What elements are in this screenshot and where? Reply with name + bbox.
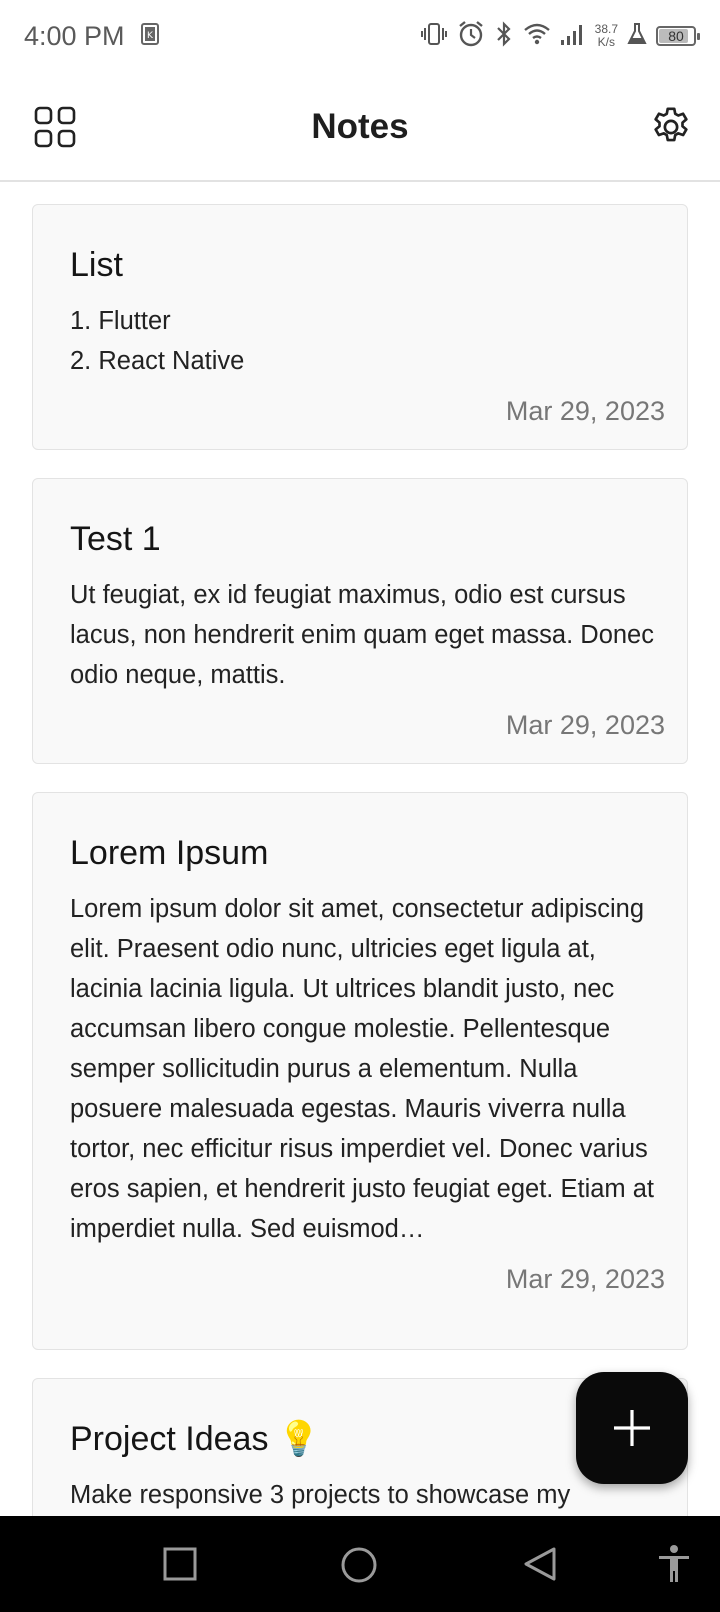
accessibility-button[interactable] [656,1544,692,1589]
recents-square-icon [162,1546,198,1582]
note-card[interactable] [32,478,688,764]
wifi-icon [523,22,551,51]
note-title: List [70,246,123,284]
note-body: Make responsive 3 projects to showcase my [70,1481,571,1509]
settings-button[interactable] [648,104,694,150]
add-note-button[interactable] [576,1372,688,1484]
note-card[interactable] [32,204,688,450]
status-bar [0,0,720,72]
note-date: Mar 29, 2023 [505,1264,665,1294]
note-title: Lorem Ipsum [70,834,269,872]
battery-level: 80 [668,28,684,44]
note-card[interactable] [32,792,688,1350]
status-left [24,21,159,52]
navigation-bar [0,1516,720,1612]
home-button[interactable] [340,1546,378,1589]
note-date: Mar 29, 2023 [505,396,665,426]
home-circle-icon [340,1546,378,1584]
back-triangle-icon [522,1546,558,1582]
k-app-icon [141,23,159,50]
net-speed-value: 38.7 [594,22,618,36]
app-bar [0,72,720,182]
status-right [420,20,696,53]
plus-icon [612,1408,652,1448]
bluetooth-icon [494,20,514,53]
svg-text:K: K [146,30,153,41]
note-date: Mar 29, 2023 [505,710,665,740]
note-body: Ut feugiat, ex id feugiat maximus, odio est cursus lacus, non hendrerit enim quam eget massa. Donec odio neque, mattis. [70,581,654,689]
note-title: Project Ideas 💡 [70,1420,321,1458]
recents-button[interactable] [162,1546,198,1587]
page-title: Notes [311,107,409,146]
status-time: 4:00 PM [24,20,125,51]
note-body: 1. Flutter 2. React Native [70,307,245,375]
lab-flask-icon [627,22,647,51]
alarm-icon [457,20,485,53]
settings-gear-icon [648,104,694,150]
accessibility-icon [656,1544,692,1584]
net-speed [595,23,618,49]
note-body: Lorem ipsum dolor sit amet, consectetur adipiscing elit. Praesent odio nunc, ultricies eget ligula at, lacinia lacinia ligula. Ut ultrices blandit justo, nec accumsan libero congue molestie. Pellentesque semper sollicitudin purus a elementum. Nulla posuere malesuada egestas. Mauris viverra nulla tortor, nec efficitur risus imperdiet vel. Donec varius eros sapien, et hendrerit justo feugiat eget. Etiam at imperdiet nulla. Sed euismod… [70,895,655,1243]
net-speed-unit: K/s [597,35,615,49]
battery-icon [656,26,696,46]
back-button[interactable] [522,1546,558,1587]
vibrate-icon [420,22,448,51]
signal-icon [560,22,586,51]
notes-list[interactable] [0,182,720,1516]
note-title: Test 1 [70,520,161,558]
